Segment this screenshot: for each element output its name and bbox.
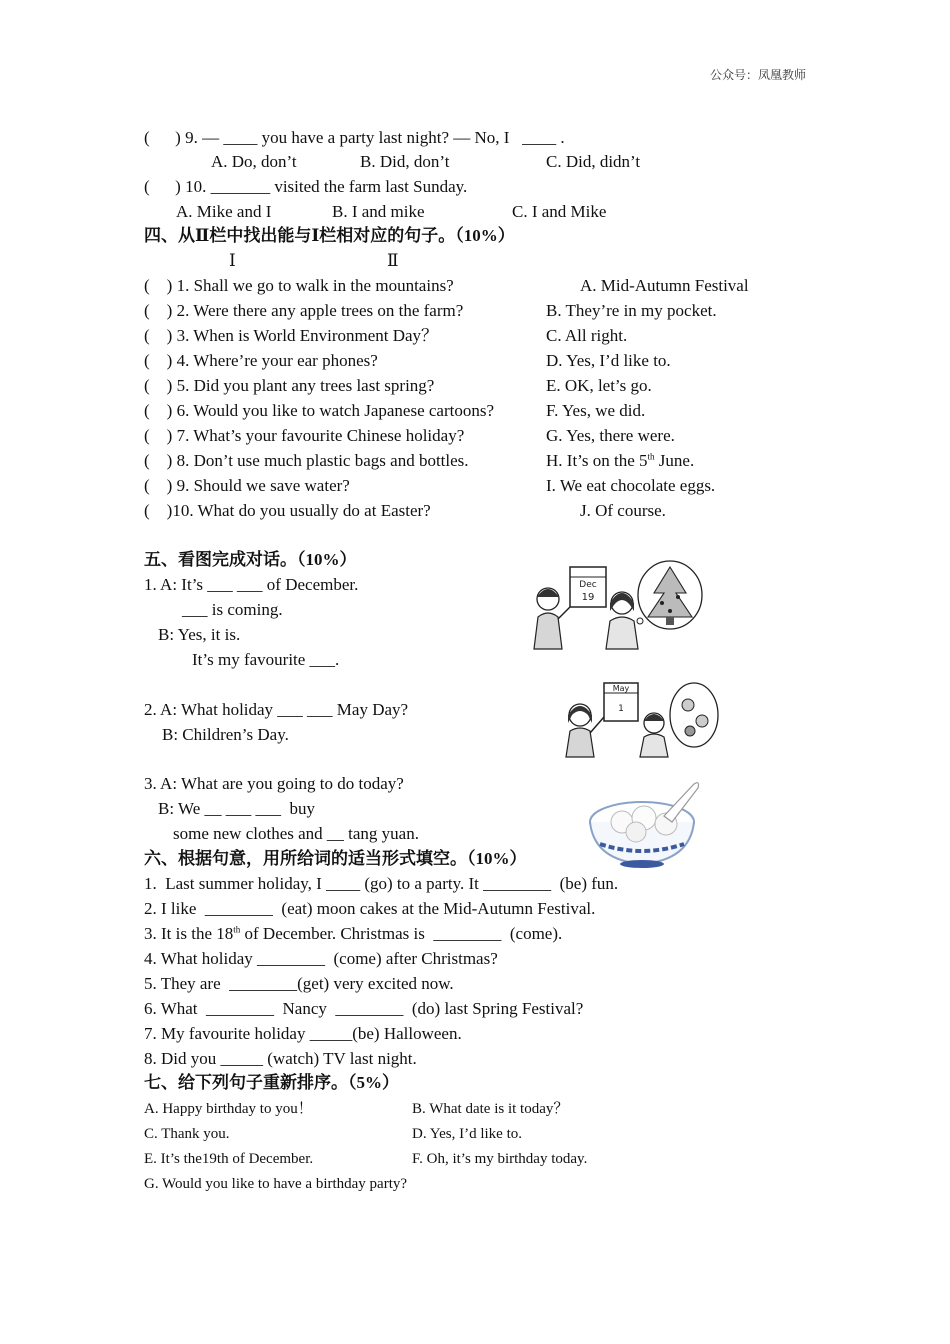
order-sentence-d: D. Yes, I’d like to.: [412, 1126, 523, 1142]
match-right-j: J. Of course.: [580, 501, 666, 520]
order-sentence-a: A. Happy birthday to you！: [144, 1101, 313, 1117]
match-left-7: ( ) 7. What’s your favourite Chinese holiday?: [144, 426, 465, 445]
q10-option-a: A. Mike and I: [176, 202, 272, 221]
match-left-10: ( )10. What do you usually do at Easter?: [144, 501, 431, 520]
match-left-5: ( ) 5. Did you plant any trees last spring?: [144, 376, 435, 395]
order-sentence-c: C. Thank you.: [144, 1126, 230, 1142]
watermark: 公众号：凤凰教师: [710, 68, 807, 82]
section-5-title: 五、看图完成对话。（10%）: [144, 550, 357, 569]
q9-option-c: C. Did, didn’t: [546, 152, 641, 171]
dialog-1-line-2: ___ is coming.: [182, 600, 283, 619]
may-day-calendar-picture: [560, 677, 720, 759]
match-left-9: ( ) 9. Should we save water?: [144, 476, 350, 495]
match-right-h: H. It’s on the 5th June.: [546, 451, 695, 470]
dialog-2-line-1: 2. A: What holiday ___ ___ May Day?: [144, 700, 409, 719]
dialog-1-line-1: 1. A: It’s ___ ___ of December.: [144, 575, 359, 594]
match-right-g: G. Yes, there were.: [546, 426, 675, 445]
match-left-3: ( ) 3. When is World Environment Day？: [144, 326, 439, 345]
section-7-title: 七、给下列句子重新排序。（5%）: [144, 1073, 399, 1092]
fill-line-2: 2. I like ________ (eat) moon cakes at the Mid-Autumn Festival.: [144, 899, 596, 918]
match-right-b: B. They’re in my pocket.: [546, 301, 717, 320]
fill-line-6: 6. What ________ Nancy ________ (do) last Spring Festival?: [144, 999, 584, 1018]
question-10: ( ) 10. _______ visited the farm last Sunday.: [144, 177, 468, 196]
match-left-1: ( ) 1. Shall we go to walk in the mountains?: [144, 276, 454, 295]
match-right-a: A. Mid-Autumn Festival: [580, 276, 749, 295]
match-right-d: D. Yes, I’d like to.: [546, 351, 671, 370]
match-left-8: ( ) 8. Don’t use much plastic bags and bottles.: [144, 451, 469, 470]
christmas-calendar-picture: [530, 553, 705, 650]
calendar-1-day: 19: [581, 592, 595, 603]
dialog-1-line-4: It’s my favourite ___.: [192, 650, 340, 669]
match-right-f: F. Yes, we did.: [546, 401, 646, 420]
dialog-1-line-3: B: Yes, it is.: [158, 625, 241, 644]
fill-line-5: 5. They are ________(get) very excited now.: [144, 974, 454, 993]
order-sentence-f: F. Oh, it’s my birthday today.: [412, 1151, 588, 1167]
column-1-label: Ⅰ: [229, 251, 236, 270]
order-sentence-g: G. Would you like to have a birthday party?: [144, 1176, 408, 1192]
section-6-title: 六、根据句意，用所给词的适当形式填空。（10%）: [144, 849, 527, 868]
match-left-4: ( ) 4. Where’re your ear phones?: [144, 351, 378, 370]
order-sentence-b: B. What date is it today？: [412, 1101, 569, 1117]
q9-option-b: B. Did, don’t: [360, 152, 450, 171]
match-left-2: ( ) 2. Were there any apple trees on the farm?: [144, 301, 464, 320]
fill-line-8: 8. Did you _____ (watch) TV last night.: [144, 1049, 417, 1068]
match-right-i: I. We eat chocolate eggs.: [546, 476, 716, 495]
section-4-title: 四、从Ⅱ栏中找出能与Ⅰ栏相对应的句子。（10%）: [144, 226, 515, 245]
match-right-e: E. OK, let’s go.: [546, 376, 652, 395]
q10-option-c: C. I and Mike: [512, 202, 607, 221]
fill-line-3: 3. It is the 18th of December. Christmas is ________ (come).: [144, 924, 563, 943]
dialog-3-line-1: 3. A: What are you going to do today?: [144, 774, 404, 793]
order-sentence-e: E. It’s the19th of December.: [144, 1151, 314, 1167]
column-2-label: Ⅱ: [387, 251, 399, 270]
q10-option-b: B. I and mike: [332, 202, 425, 221]
tang-yuan-bowl-picture: [586, 778, 704, 870]
q9-option-a: A. Do, don’t: [211, 152, 297, 171]
fill-line-7: 7. My favourite holiday _____(be) Halloween.: [144, 1024, 462, 1043]
match-right-c: C. All right.: [546, 326, 628, 345]
dialog-3-line-3: some new clothes and __ tang yuan.: [173, 824, 419, 843]
fill-line-1: 1. Last summer holiday, I ____ (go) to a party. It ________ (be) fun.: [144, 874, 619, 893]
dialog-3-line-2: B: We __ ___ ___ buy: [158, 799, 315, 818]
match-left-6: ( ) 6. Would you like to watch Japanese cartoons?: [144, 401, 495, 420]
dialog-2-line-2: B: Children’s Day.: [162, 725, 289, 744]
fill-line-4: 4. What holiday ________ (come) after Christmas?: [144, 949, 498, 968]
calendar-2-day: 1: [618, 704, 624, 714]
calendar-1-month: Dec: [579, 580, 597, 590]
question-9: ( ) 9. — ____ you have a party last night? — No, I ____ .: [144, 128, 565, 147]
calendar-2-month: May: [612, 684, 630, 693]
